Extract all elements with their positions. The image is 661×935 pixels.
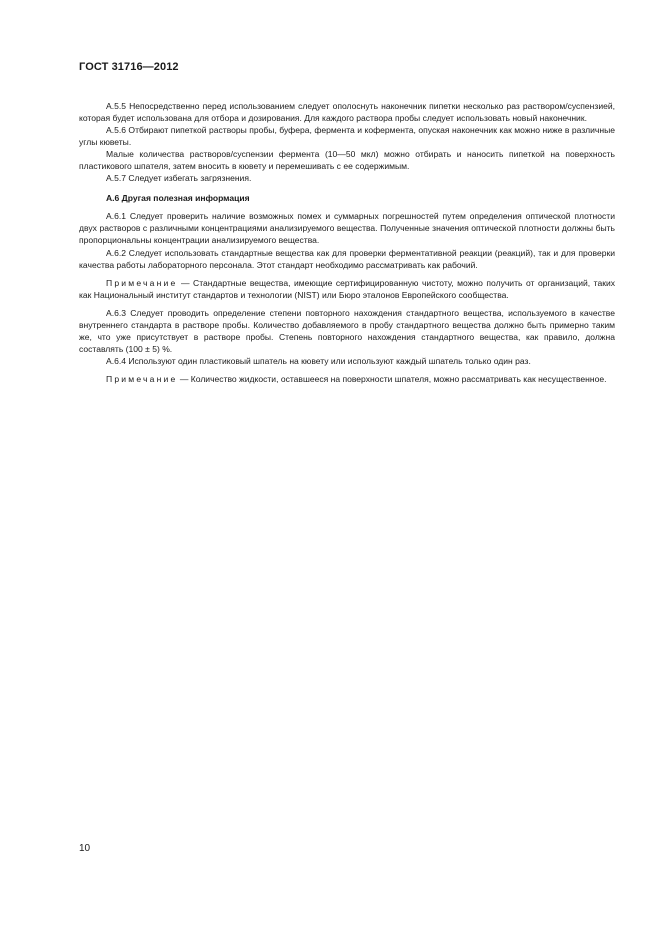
document-body xyxy=(79,100,615,385)
document-header: ГОСТ 31716—2012 xyxy=(79,61,179,73)
note-2 xyxy=(79,373,615,385)
paragraph-a64: А.6.4 Используют один пластиковый шпатель на кювету или используют каждый шпатель только один раз. xyxy=(106,355,531,366)
note-text: — Стандартные вещества, имеющие сертифицированную чистоту, можно получить от организаций, таких как Национальный институт стандартов и технологии (NIST) или Бюро эталонов Европейского сообщества. xyxy=(79,277,615,300)
paragraph-a56: А.5.6 Отбирают пипеткой растворы пробы, буфера, фермента и кофермента, опуская наконечник как можно ниже в различные углы кюветы. xyxy=(79,125,615,148)
note-1 xyxy=(79,277,615,301)
page-number: 10 xyxy=(79,843,91,854)
note-text: — Количество жидкости, оставшееся на поверхности шпателя, можно рассматривать как несущественное. xyxy=(177,373,607,384)
paragraph-a57: А.5.7 Следует избегать загрязнения. xyxy=(106,173,252,184)
paragraph-a63: А.6.3 Следует проводить определение степени повторного нахождения стандартного вещества, используемого в качестве внутреннего стандарта в растворе пробы. Количество добавляемого в пробу стандартного вещества должно быть примерно таким же, что уже присутствует в растворе пробы. Степень повторного нахождения стандартного вещества, как правило, должна составлять (100 ± 5) %. xyxy=(79,307,615,354)
section-heading-a6: А.6 Другая полезная информация xyxy=(106,193,250,204)
note-label: Примечание xyxy=(106,277,178,288)
paragraph-a61: А.6.1 Следует проверить наличие возможных помех и суммарных погрешностей путем определения оптической плотности двух растворов с различными концентрациями анализируемого вещества. Полученные значения оптической плотности должны быть пропорциональны концентрации анализируемого вещества. xyxy=(79,211,615,246)
paragraph-a55: А.5.5 Непосредственно перед использованием следует ополоснуть наконечник пипетки несколько раз раствором/суспензией, которая будет использована для отбора и дозирования. Для каждого раствора пробы следует использовать новый наконечник. xyxy=(79,101,615,124)
note-label: Примечание xyxy=(106,373,178,384)
paragraph-small-amounts: Малые количества растворов/суспензии фермента (10—50 мкл) можно отбирать и наносить пипеткой на поверхность пластикового шпателя, затем вносить в кювету и перемешивать с ее содержимым. xyxy=(79,149,615,172)
paragraph-a62: А.6.2 Следует использовать стандартные вещества как для проверки ферментативной реакции (реакций), так и для проверки качества работы лабораторного персонала. Этот стандарт необходимо рассматривать как рабочий. xyxy=(79,247,615,270)
